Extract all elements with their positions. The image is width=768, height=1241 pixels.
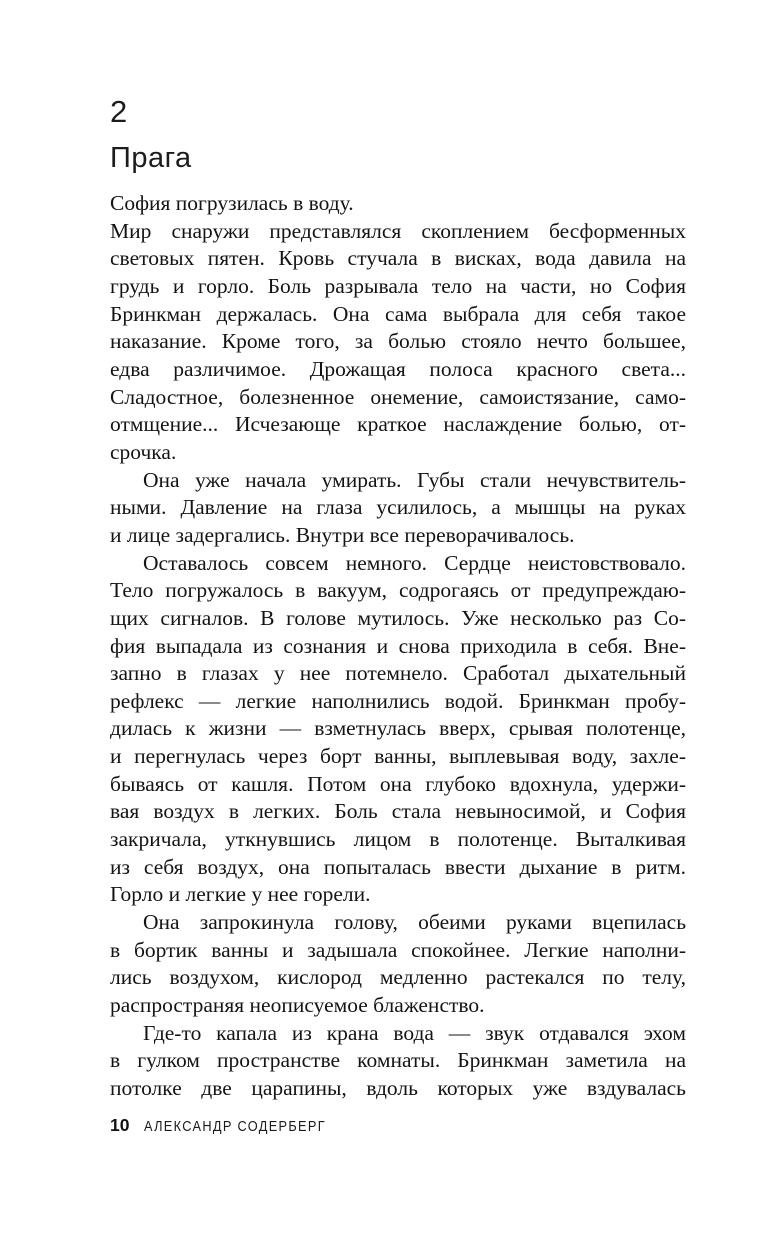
text-line: потолке две царапины, вдоль которых уже вздувалась (110, 1076, 686, 1100)
text-line: фия выпадала из сознания и снова приходила в себя. Вне- (110, 633, 686, 658)
text-line: из себя воздух, она попыталась ввести дыхание в ритм. (110, 854, 686, 879)
text-line: ными. Давление на глаза усилилось, а мышцы на руках (110, 495, 686, 520)
paragraph (110, 550, 686, 910)
text-line: щих сигналов. В голове мутилось. Уже несколько раз Со- (110, 605, 686, 630)
text-line: Оставалось совсем немного. Сердце неистовствовало. (143, 550, 686, 575)
text-line: и лице задергались. Внутри все переворачивалось. (110, 522, 575, 547)
text-line: вая воздух в легких. Боль стала невыносимой, и София (110, 799, 686, 824)
text-line: едва различимое. Дрожащая полоса красного света... (110, 356, 686, 381)
text-line: Тело погружалось в вакуум, содрогаясь от предупреждаю- (110, 578, 686, 603)
text-line: в бортик ванны и задышала спокойнее. Легкие наполни- (110, 937, 686, 962)
text-line: отмщение... Исчезающе краткое наслаждение болью, от- (110, 412, 686, 437)
page-footer (110, 1115, 351, 1136)
body-text (110, 190, 686, 1103)
text-line: лись воздухом, кислород медленно растекался по телу, (110, 965, 686, 990)
text-line: Сладостное, болезненное онемение, самоистязание, само- (110, 384, 686, 409)
paragraph (110, 467, 686, 550)
text-line: грудь и горло. Боль разрывала тело на части, но София (110, 273, 686, 298)
text-line: срочка. (110, 439, 177, 464)
running-header-author: АЛЕКСАНДР СОДЕРБЕРГ (144, 1119, 327, 1135)
text-line: София погрузилась в воду. (110, 191, 354, 215)
paragraph (110, 909, 686, 1020)
text-line: распространяя неописуемое блаженство. (110, 993, 485, 1018)
text-line: и перегнулась через борт ванны, выплевывая воду, захле- (110, 744, 686, 769)
paragraph (110, 190, 686, 218)
paragraph (110, 1020, 686, 1103)
text-line: наказание. Кроме того, за болью стояло нечто большее, (110, 329, 686, 354)
text-line: Горло и легкие у нее горели. (110, 882, 371, 907)
text-line: Где-то капала из крана вода — звук отдавался эхом (143, 1020, 686, 1045)
text-line: Мир снаружи представлялся скоплением бесформенных (110, 218, 686, 243)
text-line: световых пятен. Кровь стучала в висках, вода давила на (110, 246, 686, 271)
text-line: бываясь от кашля. Потом она глубоко вдохнула, удержи- (110, 771, 686, 796)
text-line: Она запрокинула голову, обеими руками вцепилась (143, 910, 686, 935)
chapter-title: Прага (110, 142, 192, 174)
text-line: закричала, уткнувшись лицом в полотенце. Выталкивая (110, 827, 686, 852)
chapter-number: 2 (110, 94, 129, 129)
paragraph (110, 218, 686, 467)
page-number: 10 (110, 1115, 130, 1135)
text-line: рефлекс — легкие наполнились водой. Бринкман пробу- (110, 688, 686, 713)
text-line: дилась к жизни — взметнулась вверх, срывая полотенце, (110, 716, 686, 741)
text-line: в гулком пространстве комнаты. Бринкман заметила на (110, 1048, 686, 1073)
text-line: запно в глазах у нее потемнело. Сработал дыхательный (110, 661, 686, 686)
text-line: Она уже начала умирать. Губы стали нечувствитель- (143, 467, 686, 492)
text-line: Бринкман держалась. Она сама выбрала для себя такое (110, 301, 686, 326)
